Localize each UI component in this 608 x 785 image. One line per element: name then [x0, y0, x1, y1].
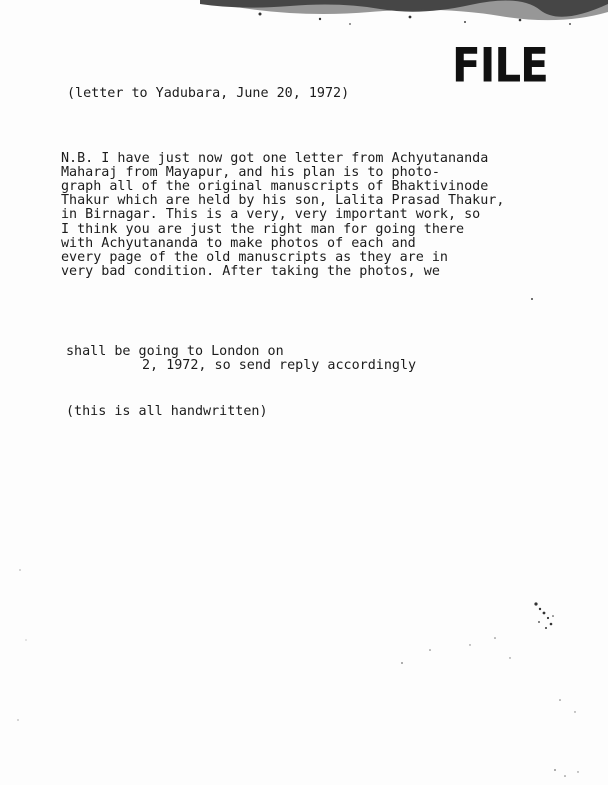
body-line: very bad condition. After taking the photos, we [61, 264, 440, 279]
second-part-line: shall be going to London on [66, 344, 284, 359]
letter-heading: (letter to Yadubara, June 20, 1972) [67, 86, 350, 101]
body-line: in Birnagar. This is a very, very important work, so [61, 207, 481, 222]
body-line: with Achyutananda to make photos of each and [61, 236, 416, 251]
body-line: graph all of the original manuscripts of Bhaktivinode [61, 179, 489, 194]
scan-smudge-decoration [200, 0, 608, 36]
second-part-line: 2, 1972, so send reply accordingly [142, 358, 417, 373]
body-line: Maharaj from Mayapur, and his plan is to photo- [61, 165, 440, 180]
body-line: I think you are just the right man for going there [61, 222, 465, 237]
body-line: every page of the old manuscripts as they are in [61, 250, 448, 265]
body-line: N.B. I have just now got one letter from Achyutananda [61, 151, 489, 166]
file-stamp: FILE [452, 38, 548, 93]
handwritten-note: (this is all handwritten) [66, 404, 268, 419]
body-line: Thakur which are held by his son, Lalita Prasad Thakur, [61, 193, 505, 208]
